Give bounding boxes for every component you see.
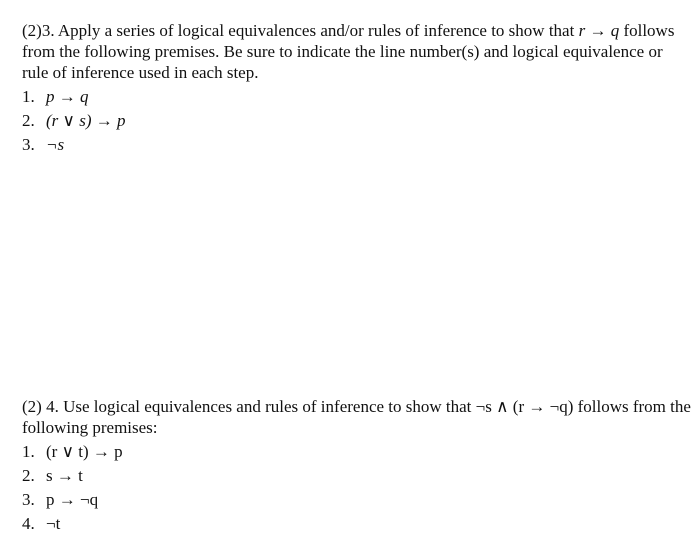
problem-3-prompt-text-end: follows from the following premises. Be sure to indicate the line number(s) and logical equivalence or rule of inference used in each step. [22,21,675,82]
premise-number: 2. [22,466,35,485]
premise-item [22,133,692,157]
premise-item [22,464,692,488]
premise-number: 4. [22,514,35,533]
problem-3 [22,20,692,157]
premise-expression: p → q [46,87,89,106]
problem-3-premise-list [22,85,692,157]
premise-number: 2. [22,111,35,130]
problem-4-prompt: (2) 4. Use logical equivalences and rules of inference to show that ¬s ∧ (r → ¬q) follows from the following premises: [22,397,691,437]
premise-expression: ¬t [46,514,61,533]
premise-number: 1. [22,87,35,106]
premise-expression: ¬s [46,135,65,154]
premise-item [22,512,692,536]
premise-item [22,440,692,464]
premise-expression: (r ∨ s) → p [46,111,126,130]
problem-3-prompt-text: (2)3. Apply a series of logical equivalences and/or rules of inference to show that [22,21,579,40]
premise-item [22,488,692,512]
premise-number: 3. [22,490,35,509]
premise-expression: s → t [46,466,83,485]
problem-4 [22,396,692,536]
premise-item [22,109,692,133]
problem-3-prompt [22,20,692,83]
problem-3-prompt-formula: r → q [578,21,620,40]
premise-number: 3. [22,135,35,154]
premise-expression: (r ∨ t) → p [46,442,123,461]
premise-number: 1. [22,442,35,461]
premise-expression: p → ¬q [46,490,99,509]
problem-4-premise-list [22,440,692,536]
premise-item [22,85,692,109]
